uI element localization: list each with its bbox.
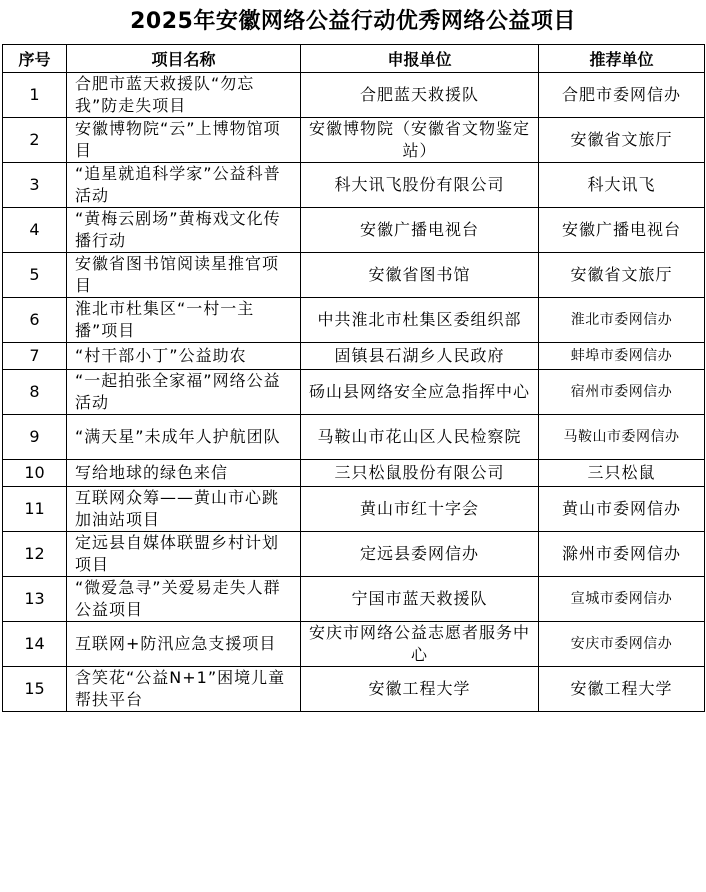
header-recommender: 推荐单位 [539, 45, 705, 73]
row-recommender: 宣城市委网信办 [539, 577, 705, 622]
row-index: 2 [3, 118, 67, 163]
document-title: 2025年安徽网络公益行动优秀网络公益项目 [130, 9, 576, 34]
row-index: 9 [3, 415, 67, 460]
table-row [3, 73, 705, 118]
table-header-row [3, 45, 705, 73]
row-applicant: 安徽广播电视台 [301, 208, 539, 253]
row-project-name: 淮北市杜集区“一村一主播”项目 [67, 298, 301, 343]
table-row [3, 577, 705, 622]
row-project-name: “满天星”未成年人护航团队 [67, 415, 301, 460]
row-applicant: 三只松鼠股份有限公司 [301, 460, 539, 487]
row-recommender: 安徽省文旅厅 [539, 118, 705, 163]
row-applicant: 安徽省图书馆 [301, 253, 539, 298]
row-applicant: 砀山县网络安全应急指挥中心 [301, 370, 539, 415]
row-index: 3 [3, 163, 67, 208]
row-project-name: 定远县自媒体联盟乡村计划项目 [67, 532, 301, 577]
row-index: 8 [3, 370, 67, 415]
row-applicant: 安徽博物院（安徽省文物鉴定站） [301, 118, 539, 163]
table-row [3, 298, 705, 343]
row-recommender: 安徽广播电视台 [539, 208, 705, 253]
table-row [3, 487, 705, 532]
table-row [3, 343, 705, 370]
row-applicant: 中共淮北市杜集区委组织部 [301, 298, 539, 343]
table-row [3, 415, 705, 460]
table-row [3, 460, 705, 487]
row-index: 11 [3, 487, 67, 532]
row-index: 1 [3, 73, 67, 118]
row-project-name: “追星就追科学家”公益科普活动 [67, 163, 301, 208]
row-applicant: 宁国市蓝天救援队 [301, 577, 539, 622]
header-index: 序号 [3, 45, 67, 73]
row-recommender: 淮北市委网信办 [539, 298, 705, 343]
table-row [3, 622, 705, 667]
row-project-name: “一起拍张全家福”网络公益活动 [67, 370, 301, 415]
header-applicant: 申报单位 [301, 45, 539, 73]
row-project-name: 含笑花“公益N+1”困境儿童帮扶平台 [67, 667, 301, 712]
row-index: 13 [3, 577, 67, 622]
table-row [3, 370, 705, 415]
table-row [3, 667, 705, 712]
row-recommender: 宿州市委网信办 [539, 370, 705, 415]
row-project-name: “微爱急寻”关爱易走失人群公益项目 [67, 577, 301, 622]
header-project-name: 项目名称 [67, 45, 301, 73]
row-applicant: 固镇县石湖乡人民政府 [301, 343, 539, 370]
row-recommender: 三只松鼠 [539, 460, 705, 487]
row-index: 15 [3, 667, 67, 712]
row-project-name: 合肥市蓝天救援队“勿忘我”防走失项目 [67, 73, 301, 118]
row-applicant: 马鞍山市花山区人民检察院 [301, 415, 539, 460]
row-applicant: 安徽工程大学 [301, 667, 539, 712]
row-index: 14 [3, 622, 67, 667]
table-row [3, 118, 705, 163]
row-recommender: 安徽省文旅厅 [539, 253, 705, 298]
row-recommender: 安徽工程大学 [539, 667, 705, 712]
row-index: 7 [3, 343, 67, 370]
row-recommender: 黄山市委网信办 [539, 487, 705, 532]
row-project-name: “黄梅云剧场”黄梅戏文化传播行动 [67, 208, 301, 253]
row-recommender: 合肥市委网信办 [539, 73, 705, 118]
row-index: 6 [3, 298, 67, 343]
row-project-name: 写给地球的绿色来信 [67, 460, 301, 487]
row-recommender: 安庆市委网信办 [539, 622, 705, 667]
row-applicant: 合肥蓝天救援队 [301, 73, 539, 118]
table-row [3, 532, 705, 577]
row-index: 4 [3, 208, 67, 253]
row-index: 5 [3, 253, 67, 298]
row-applicant: 安庆市网络公益志愿者服务中心 [301, 622, 539, 667]
row-applicant: 定远县委网信办 [301, 532, 539, 577]
row-index: 12 [3, 532, 67, 577]
table-row [3, 208, 705, 253]
row-project-name: 互联网众筹——黄山市心跳加油站项目 [67, 487, 301, 532]
row-index: 10 [3, 460, 67, 487]
row-recommender: 科大讯飞 [539, 163, 705, 208]
row-recommender: 滁州市委网信办 [539, 532, 705, 577]
row-project-name: “村干部小丁”公益助农 [67, 343, 301, 370]
row-applicant: 科大讯飞股份有限公司 [301, 163, 539, 208]
row-project-name: 互联网+防汛应急支援项目 [67, 622, 301, 667]
row-project-name: 安徽省图书馆阅读星推官项目 [67, 253, 301, 298]
row-recommender: 蚌埠市委网信办 [539, 343, 705, 370]
row-applicant: 黄山市红十字会 [301, 487, 539, 532]
table-row [3, 253, 705, 298]
projects-table [2, 44, 705, 712]
row-project-name: 安徽博物院“云”上博物馆项目 [67, 118, 301, 163]
table-row [3, 163, 705, 208]
row-recommender: 马鞍山市委网信办 [539, 415, 705, 460]
